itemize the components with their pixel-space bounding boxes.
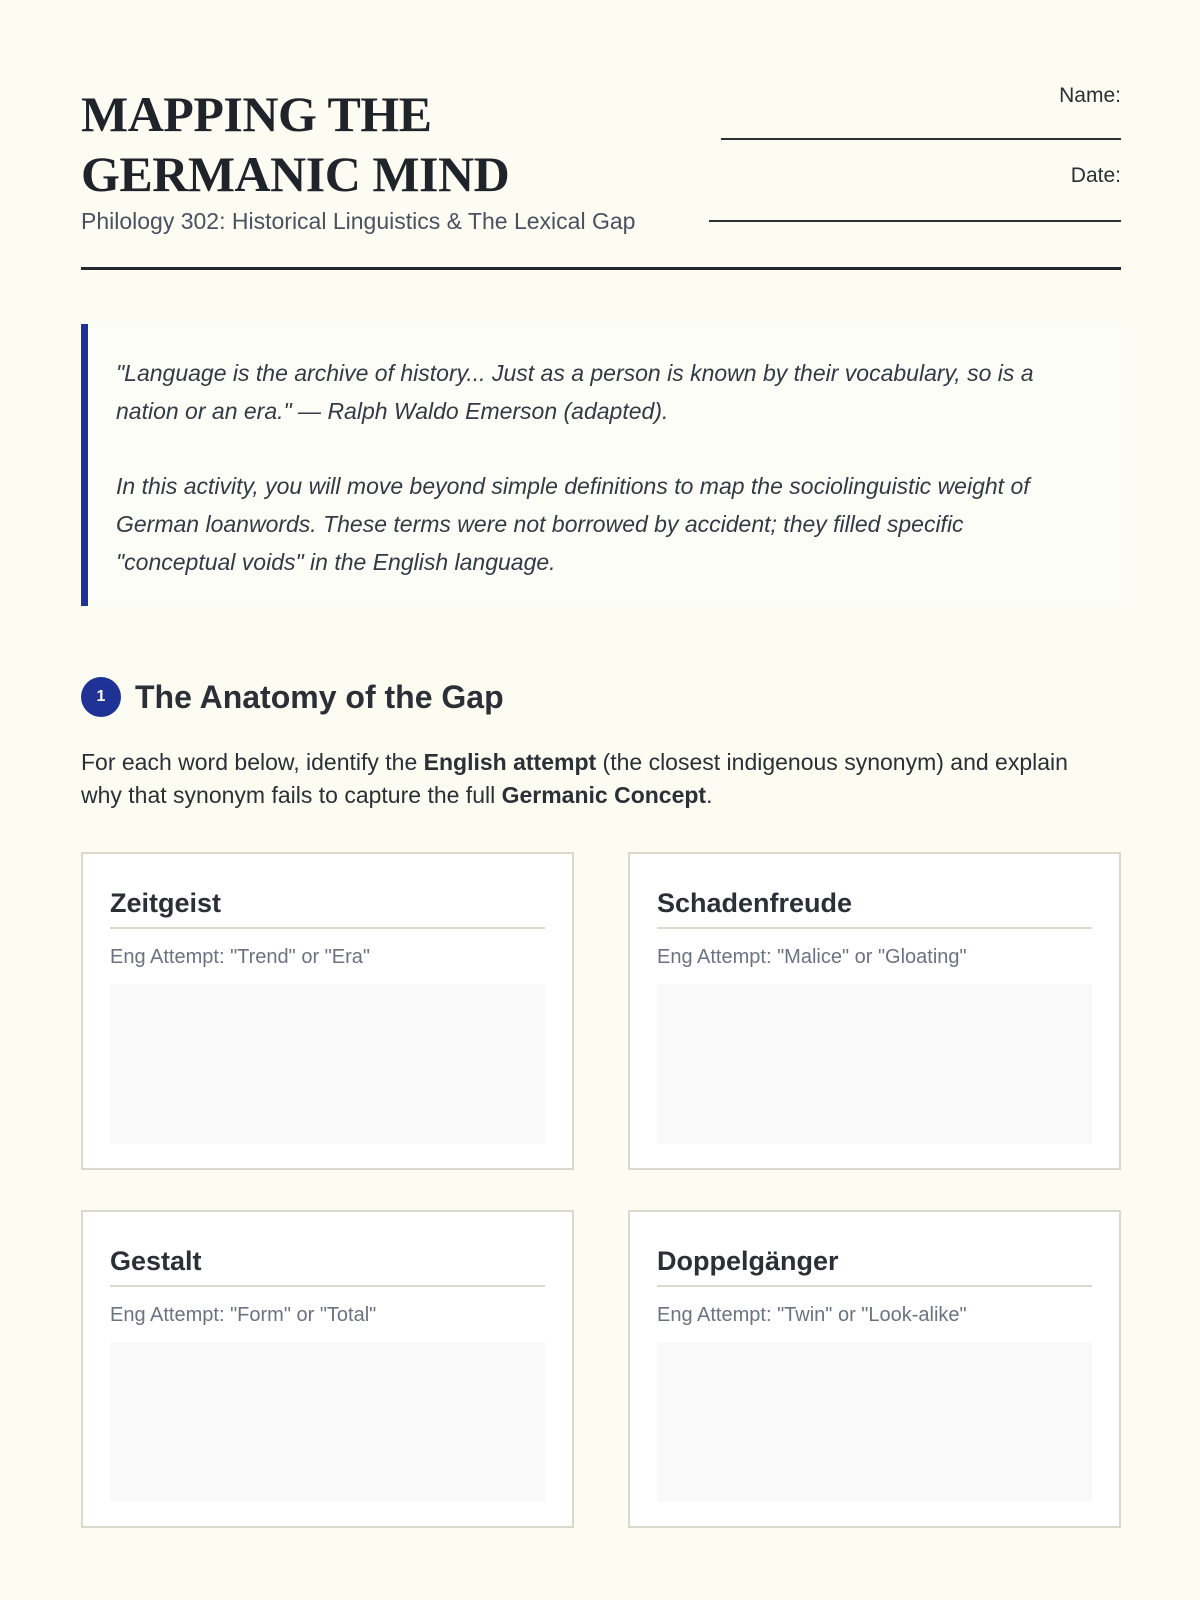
- card-english-attempt: Eng Attempt: "Trend" or "Era": [110, 946, 370, 968]
- section-instructions: [81, 746, 1081, 812]
- name-label: Name:: [1059, 84, 1121, 107]
- word-card-gestalt: [81, 1210, 574, 1528]
- card-answer-area[interactable]: [657, 1342, 1092, 1502]
- instructions-text: .: [706, 782, 713, 808]
- instructions-text: (the closest indigenous synonym) and explain why that synonym fails to capture the full: [81, 749, 1068, 808]
- word-card-zeitgeist: [81, 852, 574, 1170]
- card-english-attempt: Eng Attempt: "Twin" or "Look-alike": [657, 1304, 967, 1326]
- card-word-title: Doppelgänger: [657, 1244, 1092, 1287]
- intro-quote: "Language is the archive of history... Just as a person is known by their vocabulary, so is a nation or an era." — Ralph Waldo Emerson (adapted).: [116, 360, 1034, 424]
- card-word-title: Gestalt: [110, 1244, 545, 1287]
- intro-callout: [81, 324, 1121, 606]
- card-word-title: Zeitgeist: [110, 886, 545, 929]
- worksheet-page: [81, 0, 1121, 1600]
- instructions-emphasis: Germanic Concept: [501, 782, 707, 808]
- date-field-line[interactable]: [709, 220, 1121, 222]
- date-label: Date:: [1070, 164, 1121, 187]
- card-answer-area[interactable]: [657, 984, 1092, 1144]
- intro-body: In this activity, you will move beyond simple definitions to map the sociolinguistic weight of German loanwords. These terms were not borrowed by accident; they filled specific "conceptual voids" in the English language.: [116, 473, 1030, 575]
- card-english-attempt: Eng Attempt: "Malice" or "Gloating": [657, 946, 967, 968]
- section-number-badge: 1: [81, 677, 121, 717]
- word-card-doppelganger: [628, 1210, 1121, 1528]
- card-english-attempt: Eng Attempt: "Form" or "Total": [110, 1304, 377, 1326]
- card-word-title: Schadenfreude: [657, 886, 1092, 929]
- course-subtitle: Philology 302: Historical Linguistics & The Lexical Gap: [81, 208, 636, 234]
- page-title: MAPPING THE GERMANIC MIND: [81, 86, 510, 202]
- word-card-schadenfreude: [628, 852, 1121, 1170]
- instructions-emphasis: English attempt: [423, 749, 597, 775]
- card-answer-area[interactable]: [110, 1342, 545, 1502]
- worksheet-header: [81, 84, 1121, 270]
- name-field-line[interactable]: [721, 138, 1121, 140]
- section-title: The Anatomy of the Gap: [135, 679, 504, 715]
- card-answer-area[interactable]: [110, 984, 545, 1144]
- instructions-text: For each word below, identify the: [81, 749, 424, 775]
